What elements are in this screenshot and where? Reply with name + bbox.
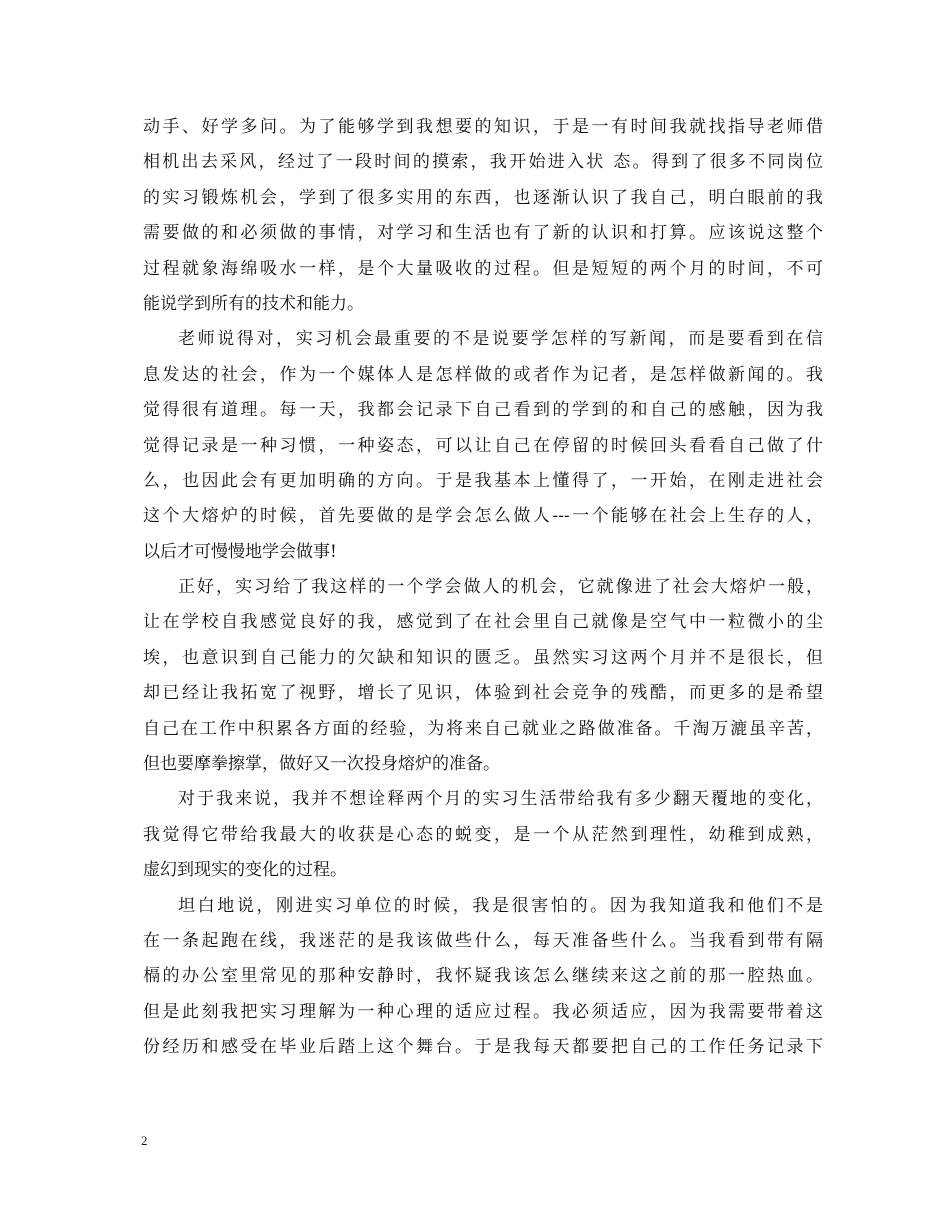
text-line: 埃，也意识到自己能力的欠缺和知识的匮乏。虽然实习这两个月并不是很长，但: [143, 647, 823, 668]
body-text: [143, 110, 823, 1066]
text-line: 这个大熔炉的时候，首先要做的是学会怎么做人---一个能够在社会上生存的人，: [143, 506, 823, 527]
text-line: 让在学校自我感觉良好的我，感觉到了在社会里自己就像是空气中一粒微小的尘: [143, 612, 823, 633]
text-line: 动手、好学多问。为了能够学到我想要的知识，于是一有时间我就找指导老师借: [143, 117, 823, 137]
text-line: 坦白地说，刚进实习单位的时候，我是很害怕的。因为我知道我和他们不是: [178, 895, 823, 916]
text-line: 老师说得对，实习机会最重要的不是说要学怎样的写新闻，而是要看到在信: [178, 329, 823, 350]
text-line: 相机出去采风，经过了一段时间的摸索，我开始进入状 态。得到了很多不同岗位: [143, 152, 823, 173]
text-line: 虚幻到现实的变化的过程。: [143, 860, 347, 881]
page-number: 2: [141, 1133, 148, 1148]
text-line: 在一条起跑在线，我迷茫的是我该做些什么，每天准备些什么。当我看到带有隔: [143, 930, 823, 951]
text-line: 自己在工作中积累各方面的经验，为将来自己就业之路做准备。千淘万漉虽辛苦，: [143, 718, 823, 739]
text-line: 正好，实习给了我这样的一个学会做人的机会，它就像进了社会大熔炉一般，: [178, 577, 823, 598]
text-line: 息发达的社会，作为一个媒体人是怎样做的或者作为记者，是怎样做新闻的。我: [143, 364, 823, 385]
text-line: 以后才可慢慢地学会做事!: [143, 541, 337, 562]
text-line: 过程就象海绵吸水一样，是个大量吸收的过程。但是短短的两个月的时间，不可: [143, 258, 823, 279]
text-line: 能说学到所有的技术和能力。: [143, 293, 364, 314]
text-line: 份经历和感受在毕业后踏上这个舞台。于是我每天都要把自己的工作任务记录下: [143, 1037, 823, 1058]
text-line: 但也要摩拳擦掌，做好又一次投身熔炉的准备。: [143, 754, 500, 775]
text-line: 我觉得它带给我最大的收获是心态的蜕变，是一个从茫然到理性，幼稚到成熟，: [143, 824, 823, 845]
text-line: 对于我来说，我并不想诠释两个月的实习生活带给我有多少翻天覆地的变化，: [178, 789, 823, 810]
text-line: 但是此刻我把实习理解为一种心理的适应过程。我必须适应，因为我需要带着这: [143, 1001, 823, 1022]
text-line: 需要做的和必须做的事情，对学习和生活也有了新的认识和打算。应该说这整个: [143, 223, 823, 244]
text-line: 么，也因此会有更加明确的方向。于是我基本上懂得了，一开始，在刚走进社会: [143, 470, 823, 491]
text-line: 的实习锻炼机会，学到了很多实用的东西，也逐渐认识了我自己，明白眼前的我: [143, 187, 823, 208]
text-line: 槅的办公室里常见的那种安静时，我怀疑我该怎么继续来这之前的那一腔热血。: [143, 966, 823, 987]
text-line: 觉得记录是一种习惯，一种姿态，可以让自己在停留的时候回头看看自己做了什: [143, 435, 823, 456]
text-line: 觉得很有道理。每一天，我都会记录下自己看到的学到的和自己的感触，因为我: [143, 400, 823, 421]
text-line: 却已经让我拓宽了视野，增长了见识，体验到社会竞争的残酷，而更多的是希望: [143, 683, 823, 704]
